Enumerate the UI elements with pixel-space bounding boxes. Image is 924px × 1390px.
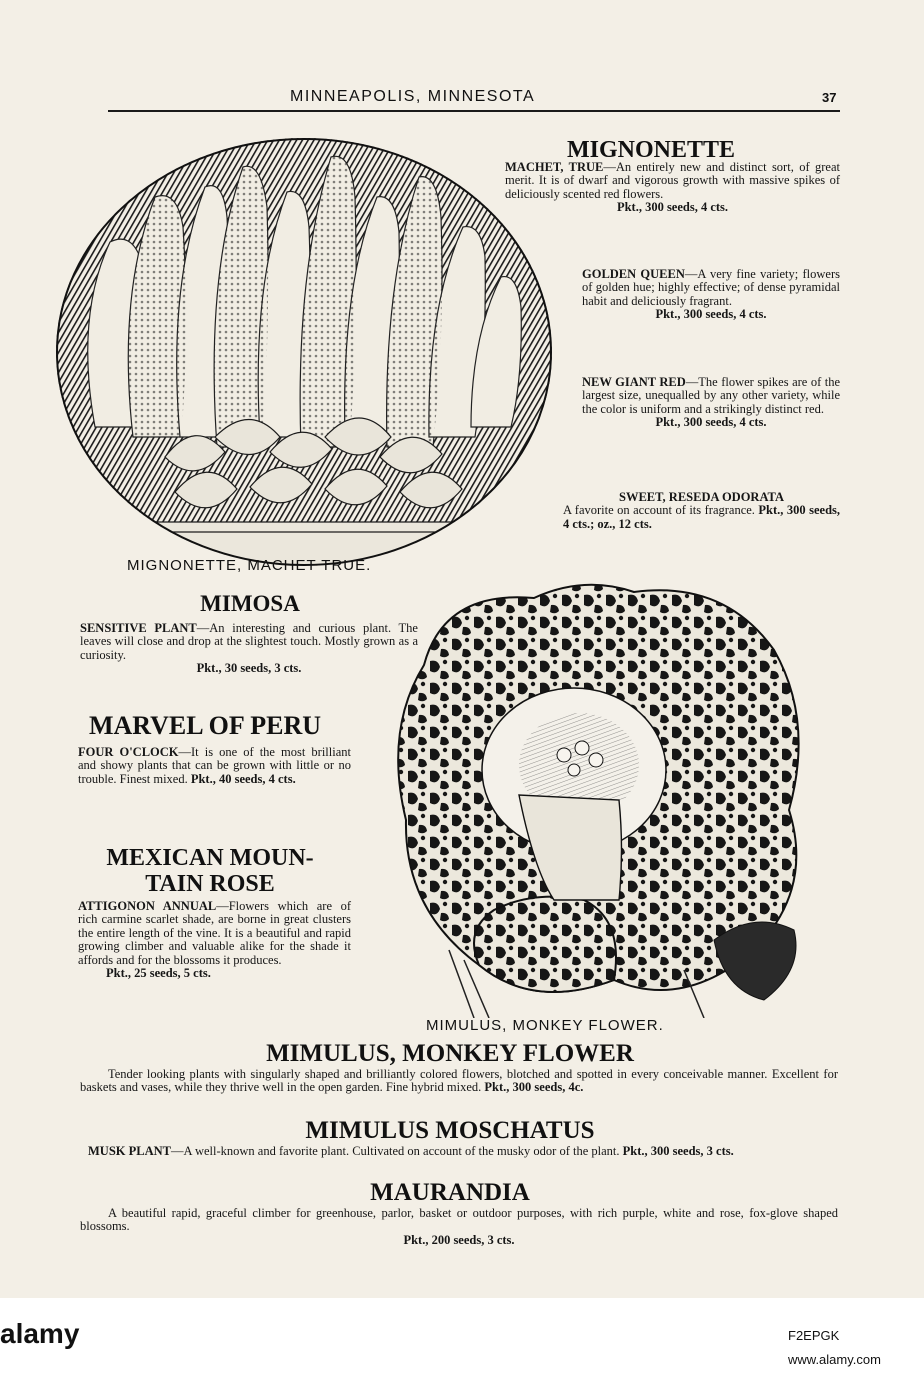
item-name: SWEET, RESEDA ODORATA [619, 490, 784, 504]
item-name: NEW GIANT RED [582, 375, 686, 389]
mexican-heading-line1: MEXICAN MOUN- [106, 845, 314, 871]
mexican-price: Pkt., 25 seeds, 5 cts. [106, 966, 211, 981]
mexican-heading-line2: TAIN ROSE [145, 871, 275, 897]
mignonette-heading: MIGNONETTE [566, 137, 736, 163]
watermark-logo: alamy [0, 1318, 80, 1349]
watermark-image-id: F2EPGK [788, 1328, 840, 1343]
mimosa-name: SENSITIVE PLANT [80, 621, 197, 635]
item-text: —A very fine variety; flowers of golden hue; highly effective; of dense pyramidal habit and deliciously fragrant. [582, 267, 840, 308]
item-price: Pkt., 300 seeds, 4 cts. [616, 200, 729, 215]
mignonette-illustration [55, 137, 553, 567]
mimosa-entry [80, 622, 418, 676]
header-title: MINNEAPOLIS, MINNESOTA [290, 88, 536, 105]
mimosa-heading: MIMOSA [200, 591, 300, 616]
mexican-entry [78, 900, 351, 980]
item-text: —The flower spikes are of the largest size, unequalled by any other variety, while the color is uniform and a strikingly distinct red. [582, 375, 840, 416]
watermark-url: www.alamy.com [788, 1352, 881, 1367]
mignonette-item-machet [505, 161, 840, 215]
marvel-heading: MARVEL OF PERU [88, 711, 322, 740]
mignonette-caption: MIGNONETTE, MACHET TRUE. [127, 557, 372, 574]
moschatus-entry [80, 1145, 838, 1158]
mimulus-price: Pkt., 300 seeds, 4c. [484, 1080, 584, 1095]
item-price: Pkt., 300 seeds, 4 cts.; oz., 12 cts. [563, 503, 841, 531]
item-text: —An entirely new and distinct sort, of great merit. It is of dwarf and vigorous growth with massive spikes of deliciously scented red flowers. [505, 160, 840, 201]
item-price: Pkt., 300 seeds, 4 cts. [655, 307, 767, 322]
maurandia-text: A beautiful rapid, graceful climber for greenhouse, parlor, basket or outdoor purposes, with rich purple, white and rose, fox-glove shaped blossoms. [80, 1206, 838, 1234]
mimulus-text: Tender looking plants with singularly shaped and brilliantly colored flowers, blotched and spotted in every conceivable manner. Excellent for baskets and vases, while they thrive well in the open garden. Fine hybrid mixed. [80, 1067, 838, 1095]
item-text: A favorite on account of its fragrance. [563, 503, 755, 518]
mignonette-item-sweet [563, 491, 840, 531]
mexican-text: —Flowers which are of rich carmine scarlet shade, are borne in great clusters the entire length of the vine. It is a beautiful and rapid growing climber and valuable alike for the shade it affords and for the blossoms it produces. [78, 899, 351, 967]
monkey-flower-illustration [384, 570, 810, 1018]
mimosa-price: Pkt., 30 seeds, 3 cts. [196, 661, 302, 676]
mignonette-item-golden-queen [582, 268, 840, 322]
maurandia-price: Pkt., 200 seeds, 3 cts. [403, 1232, 515, 1247]
marvel-entry [78, 746, 351, 786]
item-name: MACHET, TRUE [505, 160, 604, 174]
marvel-name: FOUR O'CLOCK [78, 745, 179, 759]
item-name: GOLDEN QUEEN [582, 267, 685, 281]
monkey-flower-caption: MIMULUS, MONKEY FLOWER. [426, 1017, 664, 1034]
moschatus-price: Pkt., 300 seeds, 3 cts. [622, 1144, 734, 1158]
mimulus-entry [80, 1068, 838, 1095]
header-rule [108, 110, 840, 112]
maurandia-heading: MAURANDIA [370, 1179, 530, 1206]
mignonette-item-new-giant-red [582, 376, 840, 430]
page-number: 37 [822, 90, 837, 105]
maurandia-entry [80, 1207, 838, 1247]
moschatus-text: —A well-known and favorite plant. Cultivated on account of the musky odor of the plant. [171, 1144, 620, 1158]
mexican-name: ATTIGONON ANNUAL [78, 899, 217, 913]
marvel-price: Pkt., 40 seeds, 4 cts. [190, 771, 296, 786]
moschatus-name: MUSK PLANT [88, 1144, 171, 1158]
mimosa-text: —An interesting and curious plant. The leaves will close and drop at the slightest touch. Mostly grown as a curiosity. [80, 621, 418, 662]
moschatus-heading: MIMULUS MOSCHATUS [305, 1117, 595, 1144]
marvel-text: —It is one of the most brilliant and showy plants that can be grown with little or no trouble. Finest mixed. [78, 745, 351, 786]
watermark-strip [0, 1298, 924, 1390]
mimulus-heading: MIMULUS, MONKEY FLOWER [266, 1040, 634, 1067]
item-price: Pkt., 300 seeds, 4 cts. [655, 415, 767, 430]
